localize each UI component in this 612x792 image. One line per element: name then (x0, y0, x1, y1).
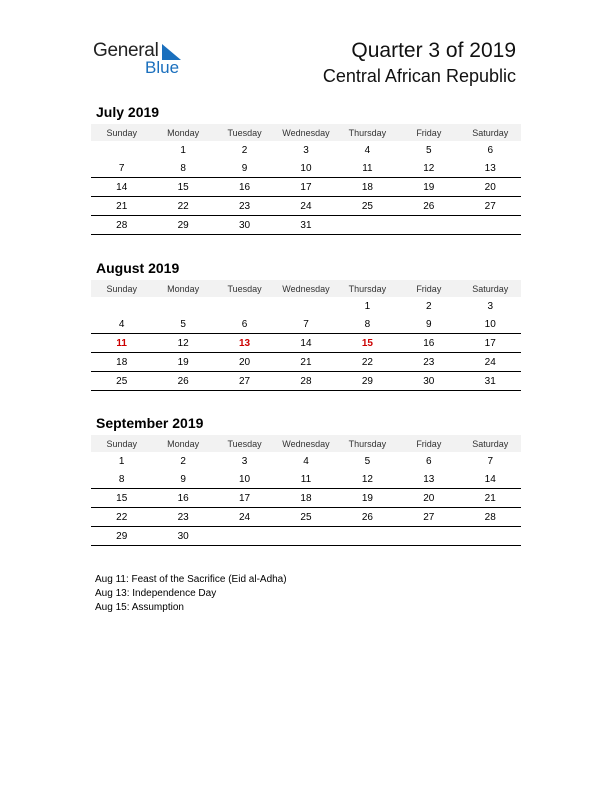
day-cell: 4 (118, 318, 125, 330)
week-row (91, 353, 521, 372)
day-cell: 28 (116, 219, 128, 231)
day-cell: 17 (484, 337, 496, 349)
day-cell: 22 (177, 200, 189, 212)
holiday-note: Aug 13: Independence Day (95, 588, 217, 599)
day-cell: 12 (177, 337, 189, 349)
week-row (91, 315, 521, 334)
day-cell: 26 (423, 200, 435, 212)
week-row (91, 334, 521, 353)
day-cell: 27 (484, 200, 496, 212)
weekday-label: Sunday (106, 127, 137, 138)
day-cell: 19 (361, 492, 373, 504)
logo-word-general: General (93, 40, 159, 61)
generalblue-logo (93, 40, 193, 80)
day-cell: 22 (116, 511, 128, 523)
day-cell: 8 (118, 473, 125, 485)
day-cell: 15 (361, 337, 373, 349)
weekday-label: Thursday (348, 438, 387, 449)
day-cell: 21 (116, 200, 128, 212)
day-cell: 24 (484, 356, 496, 368)
day-cell: 19 (177, 356, 189, 368)
day-cell: 22 (361, 356, 373, 368)
day-cell: 10 (238, 473, 251, 485)
day-cell: 13 (484, 162, 496, 174)
day-cell: 14 (116, 181, 128, 193)
day-cell: 6 (241, 318, 248, 330)
day-cell: 5 (364, 455, 371, 467)
week-row (91, 159, 521, 178)
day-cell: 12 (423, 162, 435, 174)
day-cell: 18 (361, 181, 373, 193)
week-row (91, 527, 521, 546)
weekday-header (91, 435, 521, 452)
day-cell: 29 (177, 219, 189, 231)
day-cell: 9 (241, 162, 248, 174)
day-cell: 9 (180, 473, 186, 485)
day-cell: 6 (426, 455, 432, 467)
day-cell: 5 (180, 318, 186, 330)
day-cell: 13 (423, 473, 435, 485)
day-cell: 3 (241, 455, 248, 467)
day-cell: 9 (426, 318, 432, 330)
day-cell: 27 (423, 511, 435, 523)
day-cell: 25 (361, 200, 373, 212)
weekday-header (91, 124, 521, 141)
day-cell: 19 (423, 181, 435, 193)
month-title: July 2019 (96, 104, 160, 120)
day-cell: 30 (423, 375, 435, 387)
month-title: August 2019 (96, 260, 180, 276)
weekday-label: Thursday (348, 127, 387, 138)
day-cell: 26 (361, 511, 373, 523)
week-row (91, 197, 521, 216)
day-cell: 23 (177, 511, 189, 523)
week-row (91, 216, 521, 235)
day-cell: 25 (116, 375, 128, 387)
day-cell: 18 (300, 492, 312, 504)
day-cell: 10 (484, 318, 496, 330)
day-cell: 23 (423, 356, 435, 368)
week-row (91, 489, 521, 508)
day-cell: 29 (361, 375, 373, 387)
day-cell: 26 (177, 375, 189, 387)
holiday-note: Aug 15: Assumption (95, 602, 184, 613)
day-cell: 31 (300, 219, 312, 231)
month-july (91, 104, 521, 235)
day-cell: 23 (238, 200, 251, 212)
day-cell: 30 (177, 530, 189, 542)
day-cell: 3 (487, 300, 494, 312)
day-cell: 3 (303, 144, 309, 156)
week-row (91, 141, 521, 159)
day-cell: 25 (300, 511, 312, 523)
day-cell: 28 (484, 511, 496, 523)
weekday-label: Tuesday (227, 438, 262, 449)
day-cell: 14 (484, 473, 496, 485)
month-september (91, 415, 521, 546)
holiday-note: Aug 11: Feast of the Sacrifice (Eid al-Adha) (95, 574, 287, 585)
day-cell: 18 (116, 356, 128, 368)
day-cell: 11 (116, 337, 127, 349)
day-cell: 16 (177, 492, 189, 504)
day-cell: 31 (484, 375, 496, 387)
weekday-label: Thursday (348, 283, 387, 294)
weekday-label: Wednesday (282, 283, 330, 294)
weekday-label: Saturday (472, 438, 509, 449)
weekday-label: Monday (167, 438, 200, 449)
month-august (91, 260, 521, 391)
day-cell: 24 (238, 511, 251, 523)
week-row (91, 372, 521, 391)
day-cell: 14 (300, 337, 312, 349)
weekday-label: Friday (416, 283, 442, 294)
week-row (91, 452, 521, 470)
day-cell: 1 (118, 455, 125, 467)
day-cell: 2 (180, 455, 186, 467)
day-cell: 15 (116, 492, 128, 504)
week-row (91, 508, 521, 527)
holiday-notes (95, 573, 287, 615)
day-cell: 13 (238, 337, 251, 349)
day-cell: 17 (300, 181, 312, 193)
day-cell: 11 (362, 162, 373, 174)
day-cell: 4 (303, 455, 309, 467)
month-title: September 2019 (96, 415, 204, 431)
day-cell: 10 (300, 162, 312, 174)
country-name: Central African Republic (322, 66, 516, 86)
day-cell: 29 (116, 530, 128, 542)
day-cell: 1 (180, 144, 186, 156)
week-row (91, 470, 521, 489)
day-cell: 21 (300, 356, 312, 368)
day-cell: 8 (180, 162, 186, 174)
weekday-label: Sunday (106, 438, 137, 449)
day-cell: 5 (426, 144, 432, 156)
day-cell: 15 (177, 181, 189, 193)
day-cell: 2 (426, 300, 432, 312)
weekday-label: Wednesday (282, 127, 330, 138)
day-cell: 1 (364, 300, 371, 312)
day-cell: 21 (484, 492, 496, 504)
day-cell: 20 (423, 492, 435, 504)
day-cell: 8 (364, 318, 371, 330)
weekday-label: Tuesday (227, 283, 262, 294)
day-cell: 16 (423, 337, 435, 349)
day-cell: 17 (238, 492, 251, 504)
day-cell: 7 (303, 318, 309, 330)
week-row (91, 297, 521, 315)
day-cell: 6 (487, 144, 494, 156)
day-cell: 24 (300, 200, 312, 212)
day-cell: 11 (300, 473, 312, 485)
weekday-label: Friday (416, 438, 442, 449)
day-cell: 28 (300, 375, 312, 387)
weekday-label: Monday (167, 283, 200, 294)
day-cell: 7 (118, 162, 125, 174)
day-cell: 20 (238, 356, 251, 368)
day-cell: 16 (238, 181, 251, 193)
logo-word-blue: Blue (145, 58, 180, 77)
weekday-label: Monday (167, 127, 200, 138)
page-title: Quarter 3 of 2019 (351, 39, 516, 62)
weekday-label: Sunday (106, 283, 137, 294)
weekday-header (91, 280, 521, 297)
weekday-label: Tuesday (227, 127, 262, 138)
weekday-label: Friday (416, 127, 442, 138)
day-cell: 2 (241, 144, 248, 156)
day-cell: 27 (238, 375, 251, 387)
day-cell: 4 (364, 144, 371, 156)
week-row (91, 178, 521, 197)
day-cell: 12 (361, 473, 373, 485)
day-cell: 20 (484, 181, 496, 193)
day-cell: 7 (487, 455, 494, 467)
weekday-label: Saturday (472, 127, 509, 138)
weekday-label: Wednesday (282, 438, 330, 449)
weekday-label: Saturday (472, 283, 509, 294)
day-cell: 30 (238, 219, 251, 231)
